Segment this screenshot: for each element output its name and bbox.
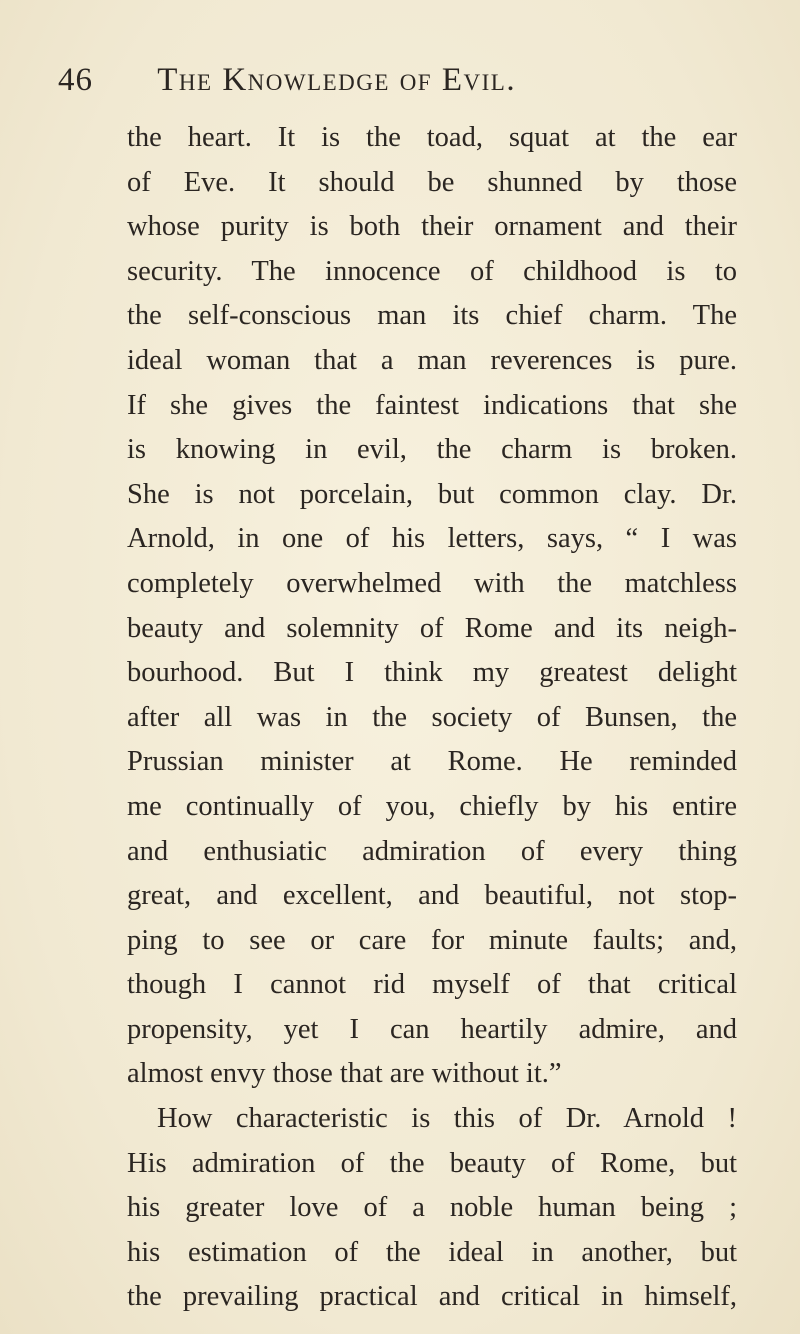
paragraph-end-line: almost envy those that are without it.” <box>127 1058 562 1090</box>
text-line: his estimation of the ideal in another, but <box>127 1236 737 1268</box>
text-line: security. The innocence of childhood is to <box>127 255 737 287</box>
text-line: is knowing in evil, the charm is broken. <box>127 434 737 466</box>
running-head <box>58 58 678 102</box>
text-line: the prevailing practical and critical in himself, <box>127 1281 737 1313</box>
text-line: beauty and solemnity of Rome and its neigh- <box>127 612 737 644</box>
text-line: bourhood. But I think my greatest delight <box>127 657 737 689</box>
text-line: ideal woman that a man reverences is pure. <box>127 344 737 376</box>
text-line: great, and excellent, and beautiful, not stop- <box>127 880 737 912</box>
paragraph-start-line: How characteristic is this of Dr. Arnold ! <box>157 1103 737 1135</box>
text-line: after all was in the society of Bunsen, the <box>127 701 737 733</box>
text-line: of Eve. It should be shunned by those <box>127 166 737 198</box>
body-text <box>127 116 737 1320</box>
text-line: whose purity is both their ornament and their <box>127 211 737 243</box>
text-line: She is not porcelain, but common clay. Dr. <box>127 478 737 510</box>
text-line: Arnold, in one of his letters, says, “ I was <box>127 523 737 555</box>
text-line: me continually of you, chiefly by his entire <box>127 790 737 822</box>
text-line: Prussian minister at Rome. He reminded <box>127 746 737 778</box>
text-line: His admiration of the beauty of Rome, but <box>127 1147 737 1179</box>
running-title: The Knowledge of Evil. <box>157 62 517 98</box>
text-line: If she gives the faintest indications that she <box>127 389 737 421</box>
text-line: propensity, yet I can heartily admire, and <box>127 1013 737 1045</box>
text-line: the heart. It is the toad, squat at the ear <box>127 122 737 153</box>
text-line: though I cannot rid myself of that critical <box>127 969 737 1001</box>
text-line: his greater love of a noble human being ; <box>127 1192 737 1224</box>
text-line: completely overwhelmed with the matchless <box>127 567 737 599</box>
text-line: the self-conscious man its chief charm. The <box>127 300 737 332</box>
page-number: 46 <box>58 62 93 98</box>
text-line: and enthusiatic admiration of every thing <box>127 835 737 867</box>
text-line: ping to see or care for minute faults; and, <box>127 924 737 956</box>
